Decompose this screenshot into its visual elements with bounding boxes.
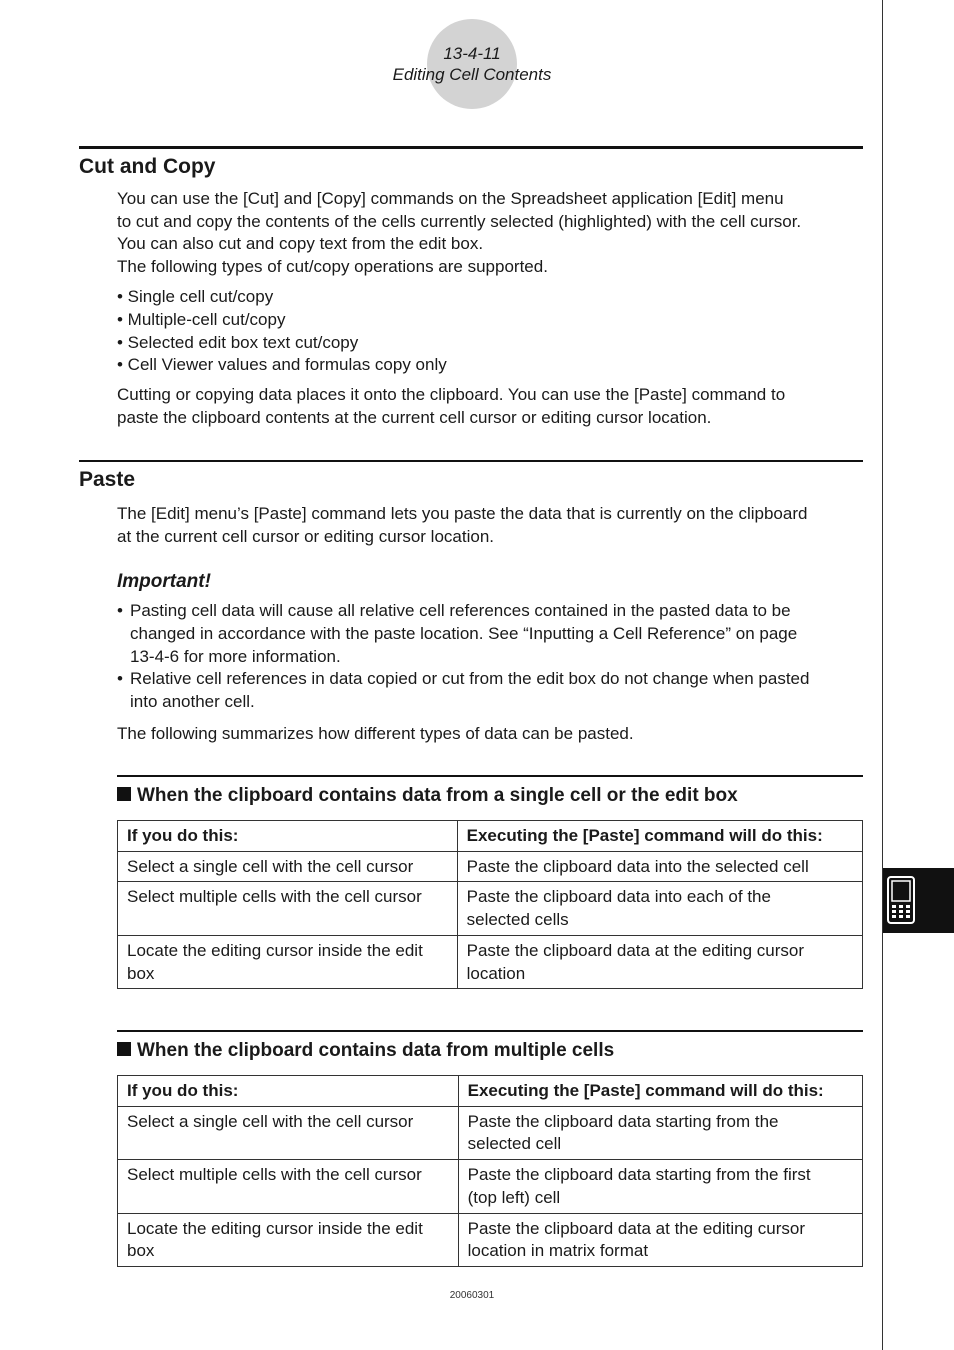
subsection-rule (117, 1030, 863, 1032)
section-rule (79, 146, 863, 149)
text-line: changed in accordance with the paste location. See “Inputting a Cell Reference” on page (130, 623, 798, 643)
column-header: If you do this: (118, 821, 458, 852)
page-subtitle: Editing Cell Contents (392, 65, 552, 84)
cell-line: Paste the clipboard data at the editing cursor (466, 940, 805, 960)
column-header: Executing the [Paste] command will do this: (458, 1076, 862, 1107)
square-bullet-icon (117, 1042, 131, 1056)
table-cell (118, 882, 458, 935)
table-row (118, 1213, 863, 1266)
cell-line: box (127, 963, 155, 983)
text-line: at the current cell cursor or editing cursor location. (117, 526, 495, 546)
cell-line: Select a single cell with the cell cursor (127, 856, 414, 876)
table-header-row (118, 821, 863, 852)
table-row (118, 1160, 863, 1213)
table-cell (118, 1213, 459, 1266)
cell-line: selected cell (467, 1134, 562, 1154)
table-heading-text: When the clipboard contains data from a single cell or the edit box (137, 785, 738, 806)
cell-line: selected cells (466, 910, 569, 930)
text-line: 13-4-6 for more information. (130, 646, 341, 666)
text-line: You can use the [Cut] and [Copy] commands on the Spreadsheet application [Edit] menu (117, 189, 784, 208)
table-row (118, 1106, 863, 1159)
paste-table-single (117, 820, 863, 989)
cell-line: Select a single cell with the cell cursor (127, 1111, 414, 1131)
table-row (118, 882, 863, 935)
text-line: Relative cell references in data copied or cut from the edit box do not change when pasted (130, 669, 810, 689)
cell-line: Select multiple cells with the cell cursor (127, 1165, 422, 1185)
page-number: 13-4-11 (443, 44, 501, 63)
paste-table-multiple (117, 1075, 863, 1267)
cell-line: (top left) cell (467, 1187, 561, 1207)
cell-line: Locate the editing cursor inside the edit (127, 940, 423, 960)
table-cell (458, 1160, 862, 1213)
operation-list (117, 286, 447, 377)
section-title-paste: Paste (79, 468, 136, 491)
table-cell (457, 935, 862, 988)
column-header: Executing the [Paste] command will do this: (457, 821, 862, 852)
list-item: • Selected edit box text cut/copy (117, 332, 359, 352)
table-header-row (118, 1076, 863, 1107)
cell-line: Paste the clipboard data at the editing cursor (467, 1218, 805, 1238)
table-cell (457, 851, 862, 882)
cell-line: Paste the clipboard data into each of the (466, 887, 771, 907)
important-label: Important! (117, 571, 211, 592)
paste-summary: The following summarizes how different types of data can be pasted. (117, 724, 634, 743)
cell-line: Paste the clipboard data into the selected cell (466, 856, 809, 876)
table-cell (118, 935, 458, 988)
cell-line: Paste the clipboard data starting from the first (467, 1165, 811, 1185)
paste-intro (117, 503, 862, 548)
text-line: Pasting cell data will cause all relative cell references contained in the pasted data to be (130, 601, 791, 620)
table-heading-text: When the clipboard contains data from multiple cells (137, 1040, 615, 1061)
important-list (117, 600, 862, 714)
text-line: The following types of cut/copy operations are supported. (117, 257, 548, 277)
text-line: Cutting or copying data places it onto the clipboard. You can use the [Paste] command to (117, 385, 786, 404)
text-line: to cut and copy the contents of the cells currently selected (highlighted) with the cell cursor. (117, 211, 802, 231)
table-cell (458, 1106, 862, 1159)
section-title-cut-copy: Cut and Copy (79, 155, 216, 178)
table-cell (118, 1160, 459, 1213)
list-item: • Single cell cut/copy (117, 287, 274, 306)
cell-line: location in matrix format (467, 1241, 649, 1261)
text-line: You can also cut and copy text from the edit box. (117, 234, 484, 254)
cut-copy-outro (117, 384, 862, 429)
table-heading (117, 785, 738, 807)
cell-line: Locate the editing cursor inside the edit (127, 1218, 423, 1238)
header-circle (427, 19, 517, 109)
table-cell (457, 882, 862, 935)
table-cell (458, 1213, 862, 1266)
cell-line: Select multiple cells with the cell cursor (127, 887, 422, 907)
cell-line: Paste the clipboard data starting from the (467, 1111, 779, 1131)
text-line: into another cell. (130, 692, 255, 712)
list-item: • Cell Viewer values and formulas copy only (117, 355, 447, 375)
cell-line: box (127, 1241, 155, 1261)
square-bullet-icon (117, 787, 131, 801)
chapter-tab (883, 868, 954, 933)
list-item (117, 668, 862, 714)
bullet: • (117, 669, 123, 689)
calculator-icon (886, 876, 916, 924)
table-row (118, 851, 863, 882)
subsection-rule (117, 775, 863, 777)
text-line: paste the clipboard contents at the current cell cursor or editing cursor location. (117, 407, 712, 427)
footer-code: 20060301 (449, 1290, 495, 1301)
cell-line: location (466, 963, 526, 983)
column-header: If you do this: (118, 1076, 459, 1107)
cut-copy-intro (117, 188, 862, 279)
page-header (0, 0, 944, 110)
text-line: The [Edit] menu’s [Paste] command lets you paste the data that is currently on the clipboard (117, 504, 808, 523)
bullet: • (117, 601, 123, 620)
table-heading (117, 1040, 614, 1062)
list-item (117, 600, 862, 668)
right-margin-rule (882, 0, 883, 1350)
table-cell (118, 851, 458, 882)
table-row (118, 935, 863, 988)
list-item: • Multiple-cell cut/copy (117, 309, 286, 329)
table-cell (118, 1106, 459, 1159)
section-rule (79, 460, 863, 462)
